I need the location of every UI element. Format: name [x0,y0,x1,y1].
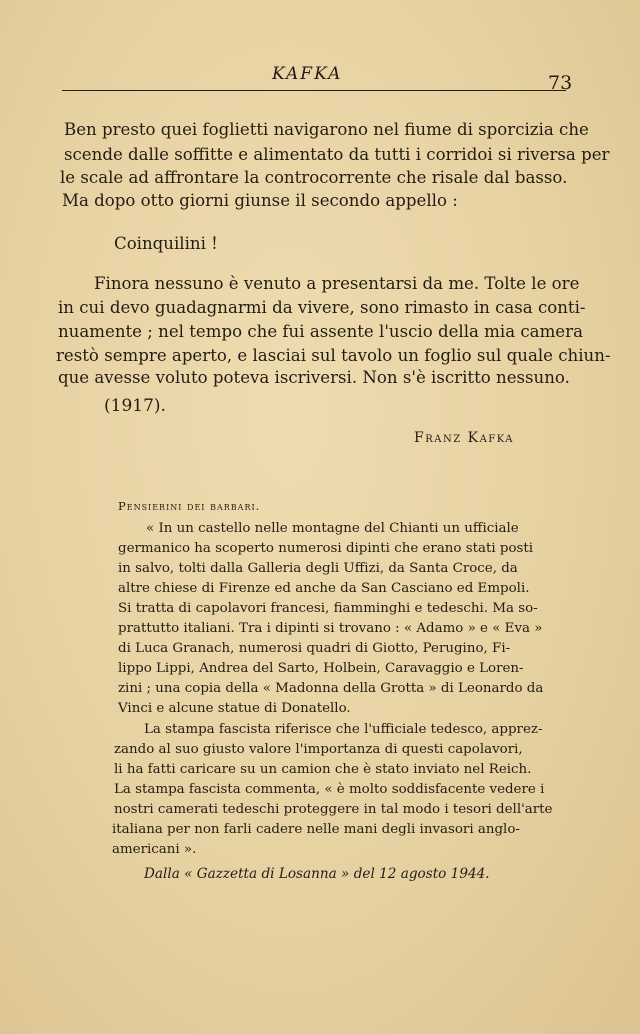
text-line: nuamente ; nel tempo che fui assente l'uscio della mia camera [58,322,583,341]
salutation: Coinquilini ! [114,234,218,253]
note-source [144,866,490,882]
text-line: Finora nessuno è venuto a presentarsi da me. Tolte le ore [94,274,580,293]
text-line: La stampa fascista commenta, « è molto soddisfacente vedere i [114,782,545,797]
text-line: americani ». [112,842,197,857]
text-line: scende dalle soffitte e alimentato da tutti i corridoi si riversa per [64,145,610,164]
text-line: germanico ha scoperto numerosi dipinti che erano stati posti [118,541,534,556]
text-line: in salvo, tolti dalla Galleria degli Uffizi, da Santa Croce, da [118,561,518,576]
signature: Franz Kafka [414,430,515,446]
text-line: restò sempre aperto, e lasciai sul tavolo un foglio sul quale chiun- [56,346,611,365]
text-line: altre chiese di Firenze ed anche da San Casciano ed Empoli. [118,581,530,596]
text-line: La stampa fascista riferisce che l'ufficiale tedesco, apprez- [144,722,543,737]
text-line: « In un castello nelle montagne del Chianti un ufficiale [146,521,519,536]
note-title: Pensierini dei barbari. [118,499,261,513]
text-line: prattutto italiani. Tra i dipinti si trovano : « Adamo » e « Eva » [118,621,543,636]
text-line: lippo Lippi, Andrea del Sarto, Holbein, Caravaggio e Loren- [118,661,524,676]
letter-date: (1917). [104,396,166,416]
text-line: Ma dopo otto giorni giunse il secondo appello : [62,191,458,210]
running-title: KAFKA [272,64,343,84]
source-newspaper: Dalla « Gazzetta di Losanna » [144,866,350,882]
text-line: Vinci e alcune statue di Donatello. [118,701,351,716]
text-line: Si tratta di capolavori francesi, fiamminghi e tedeschi. Ma so- [118,601,538,616]
text-line: in cui devo guadagnarmi da vivere, sono rimasto in casa conti- [58,298,586,317]
text-line: nostri camerati tedeschi proteggere in tal modo i tesori dell'arte [114,802,553,817]
page-number: 73 [548,72,573,94]
text-line: li ha fatti caricare su un camion che è stato inviato nel Reich. [114,762,532,777]
text-line: italiana per non farli cadere nelle mani degli invasori anglo- [112,822,520,837]
text-line: que avesse voluto poteva iscriversi. Non s'è iscritto nessuno. [58,368,570,387]
text-line: di Luca Granach, numerosi quadri di Giotto, Perugino, Fi- [118,641,511,656]
text-line: zini ; una copia della « Madonna della Grotta » di Leonardo da [118,681,544,696]
text-line: zando al suo giusto valore l'importanza di questi capolavori, [114,742,523,757]
source-date: del 12 agosto 1944. [353,866,490,882]
text-line: Ben presto quei foglietti navigarono nel fiume di sporcizia che [64,120,589,139]
text-line: le scale ad affrontare la controcorrente che risale dal basso. [60,168,568,187]
header-rule [62,90,566,91]
